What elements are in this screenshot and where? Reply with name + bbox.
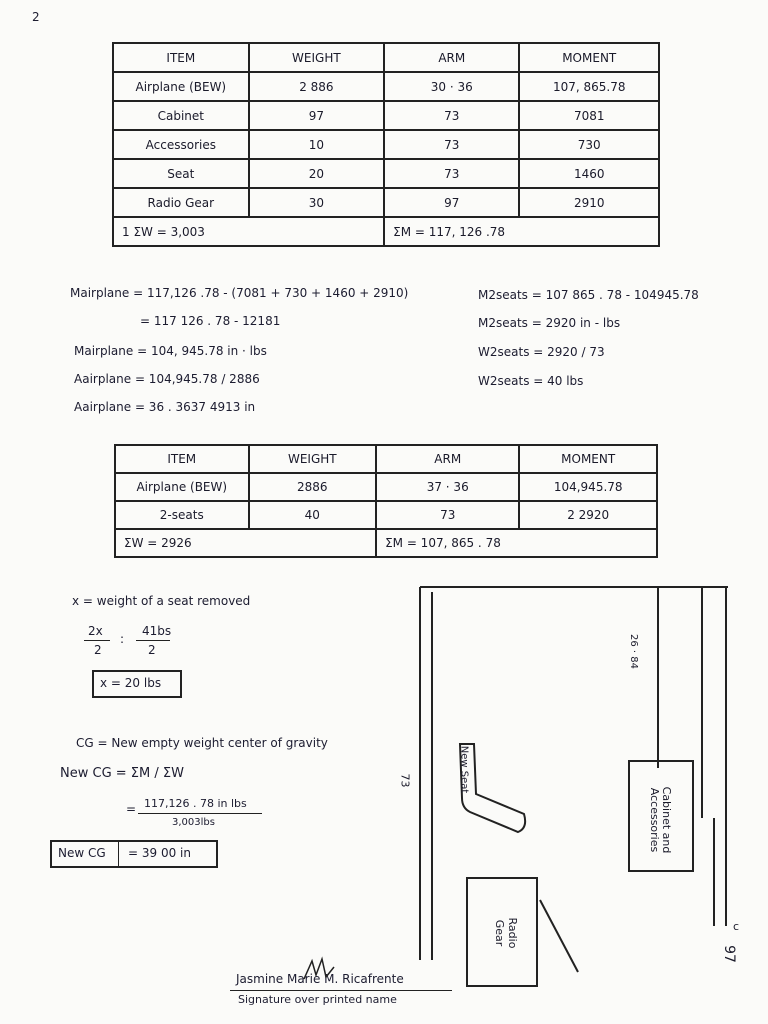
frac-left-denominator: 2: [94, 643, 102, 657]
m2seats-result: M2seats = 2920 in - lbs: [478, 316, 621, 330]
table-cell: Airplane (BEW): [115, 473, 249, 501]
table-cell: 1460: [519, 159, 659, 188]
table-cell: 30 · 36: [384, 72, 519, 101]
table-cell: Accessories: [113, 130, 249, 159]
signature-mark: [300, 955, 340, 985]
sum-moment: ΣM = 117, 126 .78: [384, 217, 659, 246]
label-97: 97: [720, 945, 737, 963]
cg-formula: New CG = ΣM / ΣW: [60, 766, 184, 781]
table-cell: Radio Gear: [113, 188, 249, 217]
table1-header-item: ITEM: [113, 43, 249, 72]
seat-weight-definition: x = weight of a seat removed: [72, 594, 251, 608]
table-cell: 97: [249, 101, 384, 130]
cabinet-label: Cabinet and Accessories: [648, 786, 673, 854]
table-cell: 20: [249, 159, 384, 188]
table-cell: 30: [249, 188, 384, 217]
page-number: 2: [32, 10, 40, 24]
table-cell: Seat: [113, 159, 249, 188]
cg-denominator: 3,003lbs: [172, 817, 215, 828]
m2seats-equation: M2seats = 107 865 . 78 - 104945.78: [478, 288, 699, 302]
w2seats-result: W2seats = 40 lbs: [478, 374, 584, 388]
table2-header-weight: WEIGHT: [249, 445, 377, 473]
table-cell: Cabinet: [113, 101, 249, 130]
mairplane-subtraction: = 117 126 . 78 - 12181: [140, 314, 281, 328]
radio-gear-label: Radio Gear: [493, 917, 519, 949]
cg-equals: =: [126, 802, 137, 816]
table-cell: 73: [384, 101, 519, 130]
table-cell: 2886: [249, 473, 377, 501]
label-c: c: [733, 920, 740, 933]
new-cg-value: = 39 00 in: [128, 846, 191, 860]
table1-header-moment: MOMENT: [519, 43, 659, 72]
table1-header-arm: ARM: [384, 43, 519, 72]
table-cell: Airplane (BEW): [113, 72, 249, 101]
aairplane-result: Aairplane = 36 . 3637 4913 in: [74, 400, 256, 414]
table-cell: 2 2920: [519, 501, 657, 529]
frac-left-numerator: 2x: [88, 624, 103, 638]
table-cell: 2910: [519, 188, 659, 217]
seat-weight-result: x = 20 lbs: [100, 676, 162, 690]
table-cell: 37 · 36: [376, 473, 519, 501]
table2-header-item: ITEM: [115, 445, 249, 473]
printed-name: Jasmine Marie M. Ricafrente: [236, 972, 404, 986]
w2seats-equation: W2seats = 2920 / 73: [478, 345, 605, 359]
mairplane-result: Mairplane = 104, 945.78 in · lbs: [74, 344, 267, 358]
table-cell: 97: [384, 188, 519, 217]
seat-weight-equation: 2x 2 : 41bs 2: [84, 624, 174, 660]
table-cell: 2-seats: [115, 501, 249, 529]
table-cell: 104,945.78: [519, 473, 657, 501]
cg-numerator: 117,126 . 78 in lbs: [144, 797, 247, 810]
table-cell: 10: [249, 130, 384, 159]
table-cell: 73: [376, 501, 519, 529]
table-cell: 73: [384, 130, 519, 159]
table-cell: 73: [384, 159, 519, 188]
table2-header-moment: MOMENT: [519, 445, 657, 473]
sum-weight: 1 ΣW = 3,003: [113, 217, 384, 246]
label-26-84: 26 · 84: [628, 634, 639, 669]
label-73: 73: [398, 773, 412, 788]
table-cell: 2 886: [249, 72, 384, 101]
table-cell: 107, 865.78: [519, 72, 659, 101]
frac-right-numerator: 41bs: [142, 624, 172, 638]
table-cell: 730: [519, 130, 659, 159]
mairplane-equation: Mairplane = 117,126 .78 - (7081 + 730 + 1460 + 2910): [70, 286, 409, 300]
cg-definition: CG = New empty weight center of gravity: [76, 736, 328, 750]
aairplane-equation: Aairplane = 104,945.78 / 2886: [74, 372, 260, 386]
signature-caption: Signature over printed name: [238, 993, 397, 1006]
table2-header-arm: ARM: [376, 445, 519, 473]
table1-header-weight: WEIGHT: [249, 43, 384, 72]
new-cg-label: New CG: [58, 846, 106, 860]
sum-moment: ΣM = 107, 865 . 78: [376, 529, 657, 557]
frac-right-denominator: 2: [148, 643, 156, 657]
table-cell: 7081: [519, 101, 659, 130]
table-cell: 40: [249, 501, 377, 529]
new-seat-label: New Seat: [458, 745, 470, 794]
sum-weight: ΣW = 2926: [115, 529, 376, 557]
